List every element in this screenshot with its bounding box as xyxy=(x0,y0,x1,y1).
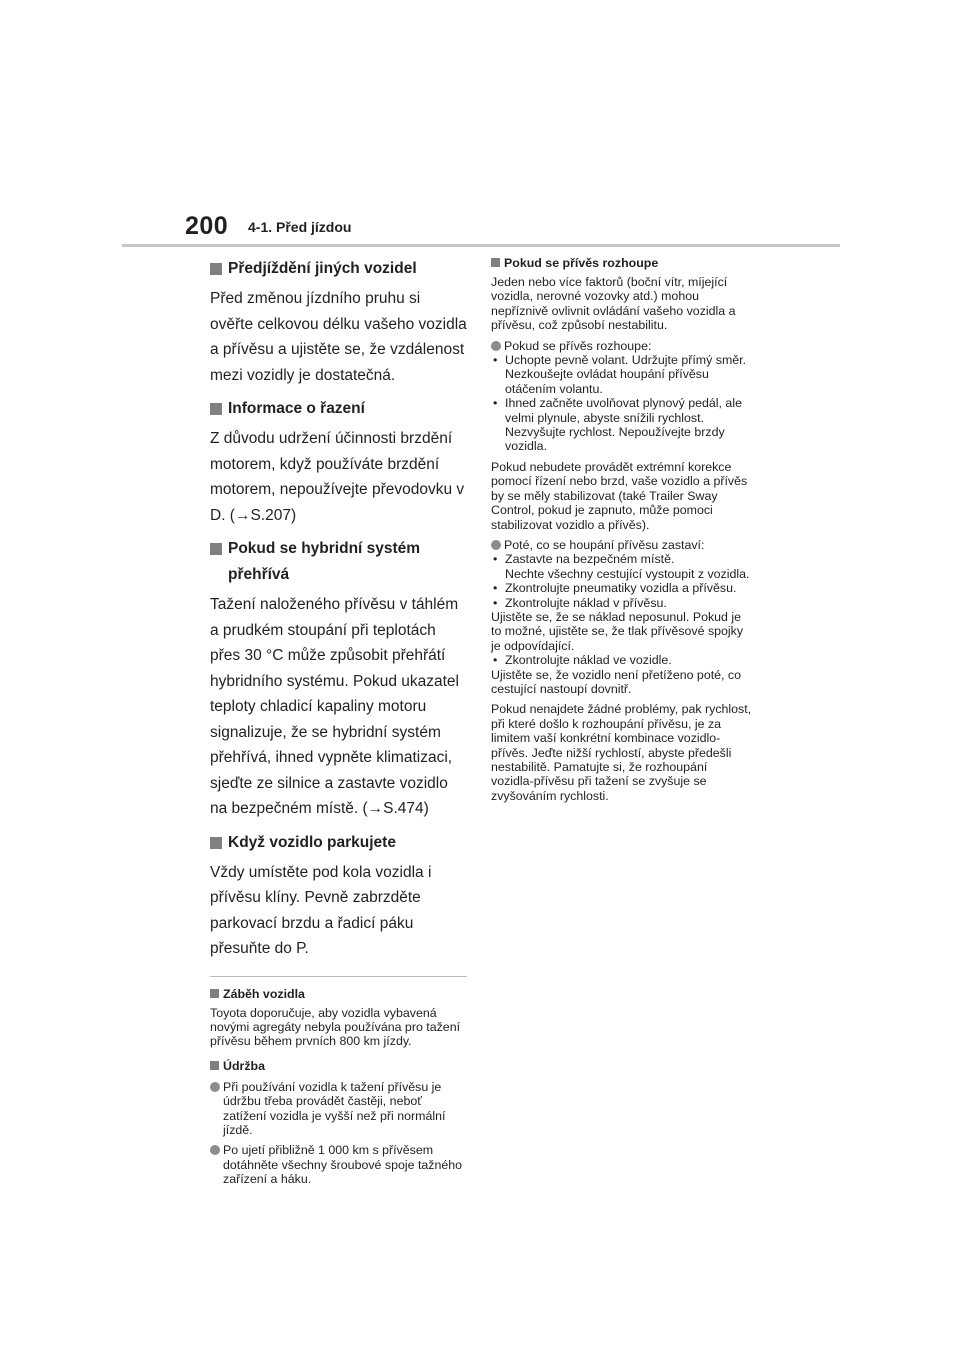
paragraph-overheating: Tažení naloženého přívěsu v táhlém a prudkém stoupání při teplotách přes 30 °C může způsobit přehřátí hybridního systému. Pokud ukazatel teploty chladicí kapaliny motoru signalizuje, že se hybridní systém přehřívá, ihned vypněte klimatizaci, sjeďte ze silnice a zastavte vozidlo na bezpečném místě. (→S.474) xyxy=(210,596,459,817)
section-title: 4-1. Před jízdou xyxy=(248,219,352,235)
item-text: Pokud se přívěs rozhoupe: xyxy=(504,338,652,353)
paragraph-overtaking: Před změnou jízdního pruhu si ověřte celkovou délku vašeho vozidla a přívěsu a ujistěte se, že vzdálenost mezi vozidly je dostatečná. xyxy=(210,290,467,384)
header-divider xyxy=(122,244,840,247)
circle-bullet-icon xyxy=(491,341,501,351)
note-heading-maintenance xyxy=(210,1059,467,1074)
bullet-mark: • xyxy=(493,595,498,610)
page-number: 200 xyxy=(185,212,229,240)
heading-text: Pokud se hybridní systém přehřívá xyxy=(228,540,421,583)
square-bullet-icon xyxy=(210,837,222,849)
bullet-mark: • xyxy=(493,552,498,567)
bullet-item xyxy=(491,653,753,667)
heading-text: Když vozidlo parkujete xyxy=(228,833,396,851)
after-sway-group xyxy=(491,538,753,552)
section-heading-shifting xyxy=(210,396,467,422)
bullet-mark: • xyxy=(493,581,498,596)
bullet-text: Zkontrolujte náklad ve vozidle. xyxy=(505,653,672,668)
square-bullet-icon xyxy=(210,989,219,998)
note-text-break-in: Toyota doporučuje, aby vozidla vybavená novými agregáty nebyla používána pro tažení přívěsu během prvních 800 km jízdy. xyxy=(210,1005,461,1049)
bullet-text: Zkontrolujte náklad v přívěsu. xyxy=(505,595,667,610)
square-bullet-icon xyxy=(210,403,222,415)
heading-text: Informace o řazení xyxy=(228,400,365,417)
bullet-text: Ihned začněte uvolňovat plynový pedál, ale velmi plynule, abyste snížili rychlost. Nezvyšujte rychlost. Nepoužívejte brzdy vozidla. xyxy=(505,396,742,454)
section-heading-overheating xyxy=(210,536,467,588)
bullet-text: Zkontrolujte pneumatiky vozidla a přívěsu. xyxy=(505,581,737,596)
bullet-item xyxy=(491,552,753,581)
final-text: Pokud nenajdete žádné problémy, pak rychlost, při které došlo k rozhoupání přívěsu, je za limitem vaší konkrétní kombinace vozidlo-přívěs. Jeďte nižší rychlostí, abyste předešli nestabilitě. Pamatujte si, že rozhoupání vozidla-přívěsu při tažení se zvyšuje se zvyšováním rychlosti. xyxy=(491,702,752,803)
bullet-item xyxy=(491,396,753,454)
square-bullet-icon xyxy=(210,543,222,555)
maintenance-item xyxy=(210,1080,467,1138)
heading-text: Pokud se přívěs rozhoupe xyxy=(504,256,659,270)
maintenance-item xyxy=(210,1143,467,1186)
square-bullet-icon xyxy=(491,258,500,267)
bullet-text: Zastavte na bezpečném místě. Nechte všechny cestující vystoupit z vozidla. xyxy=(505,552,750,581)
section-heading-overtaking xyxy=(210,256,467,282)
paragraph-parking: Vždy umístěte pod kola vozidla i přívěsu klíny. Pevně zabrzděte parkovací brzdu a řadicí páku přesuňte do P. xyxy=(210,863,432,957)
bullet-mark: • xyxy=(493,653,498,668)
heading-text: Předjíždění jiných vozidel xyxy=(228,260,417,277)
sway-after-text: Pokud nebudete provádět extrémní korekce pomocí řízení nebo brzd, vaše vozidlo a přívěs by se měly stabilizovat (také Trailer Sway Control, pokud je zapnuto, může pomoci stabilizovat vozidlo a přívěs). xyxy=(491,459,748,532)
bullet-mark: • xyxy=(493,353,498,368)
check-vehicle-text: Ujistěte se, že vozidlo není přetíženo poté, co cestující nastoupí dovnitř. xyxy=(491,667,742,696)
right-column xyxy=(491,256,753,809)
square-bullet-icon xyxy=(210,263,222,275)
bullet-item xyxy=(491,353,753,396)
note-heading-break-in xyxy=(210,987,467,1002)
sway-intro-text: Jeden nebo více faktorů (boční vítr, míjející vozidla, nerovné vozovky atd.) mohou nepříznivě ovlivnit ovládání vašeho vozidla a přívěsu, což způsobí nestabilitu. xyxy=(491,275,736,333)
left-column xyxy=(210,256,467,1187)
item-text: Při používání vozidla k tažení přívěsu je údržbu třeba provádět častěji, neboť zatížení vozidla je vyšší než při normální jízdě. xyxy=(223,1079,446,1137)
heading-text: Záběh vozidla xyxy=(223,986,305,1001)
square-bullet-icon xyxy=(210,1061,219,1070)
paragraph-shifting: Z důvodu udržení účinnosti brzdění motorem, když používáte brzdění motorem, nepoužívejte převodovku v D. (→S.207) xyxy=(210,430,465,524)
item-text: Poté, co se houpání přívěsu zastaví: xyxy=(504,537,705,552)
section-heading-parking xyxy=(210,830,467,856)
check-cargo-text: Ujistěte se, že se náklad neposunul. Pokud je to možné, ujistěte se, že tlak přívěsové spojky je odpovídající. xyxy=(491,609,744,653)
circle-bullet-icon xyxy=(210,1145,220,1155)
sway-step-group xyxy=(491,339,753,353)
circle-bullet-icon xyxy=(491,540,501,550)
notes-divider xyxy=(210,976,467,977)
bullet-item xyxy=(491,596,753,610)
bullet-text: Uchopte pevně volant. Udržujte přímý směr. Nezkoušejte ovládat houpání přívěsu otáčením volantu. xyxy=(505,353,747,396)
item-text: Po ujetí přibližně 1 000 km s přívěsem dotáhněte všechny šroubové spoje tažného zařízení a háku. xyxy=(223,1143,463,1187)
heading-text: Údržba xyxy=(223,1058,265,1073)
bullet-mark: • xyxy=(493,396,498,411)
bullet-item xyxy=(491,581,753,595)
note-heading-trailer-sway xyxy=(491,256,753,271)
circle-bullet-icon xyxy=(210,1082,220,1092)
